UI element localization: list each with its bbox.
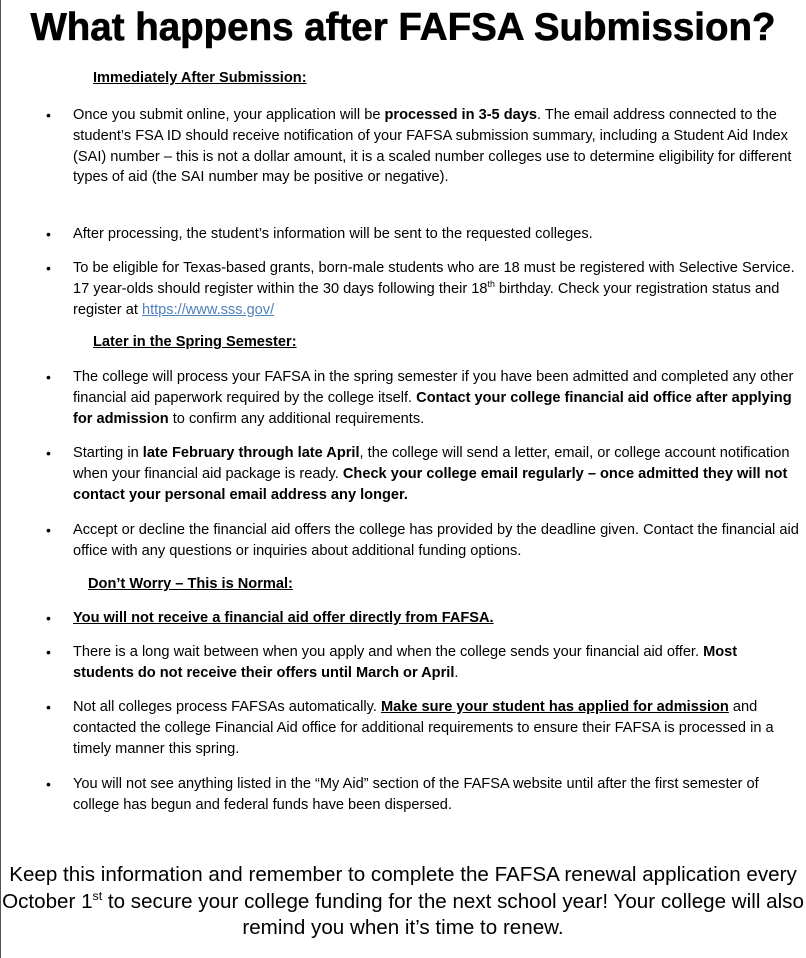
item-emphasis: You will not receive a financial aid offer directly from FAFSA. <box>73 610 494 626</box>
footer-text: to secure your college funding for the next school year! Your college will also remind you when it’s time to renew. <box>102 889 804 939</box>
list-item <box>46 258 799 320</box>
item-text: Accept or decline the financial aid offers the college has provided by the deadline given. Contact the financial aid office with any questions or inquiries about additional funding options. <box>73 522 799 559</box>
bullet-icon: • <box>46 260 51 276</box>
bullet-icon: • <box>46 107 51 123</box>
list-item <box>46 105 799 188</box>
item-emphasis: Check your college email regularly – once admitted they will not contact your personal email address any longer. <box>73 465 788 503</box>
list-item <box>46 642 799 684</box>
bullet-icon: • <box>46 699 51 715</box>
item-text: , the college will send a letter, email, or college account notification when your financial aid package is ready. <box>73 445 790 482</box>
superscript: th <box>487 278 495 289</box>
item-emphasis: late February through late April <box>142 445 360 461</box>
item-text: You will not see anything listed in the “My Aid” section of the FAFSA website until after the first semester of college has begun and federal funds have been dispersed. <box>73 776 759 813</box>
bullet-icon: • <box>46 776 51 792</box>
page-title: What happens after FAFSA Submission? <box>30 6 776 49</box>
footer-text: Keep this information and remember to complete the FAFSA renewal application every October 1 <box>2 863 797 913</box>
bullet-icon: • <box>46 226 51 242</box>
list-item <box>46 443 799 505</box>
list-item <box>46 608 799 629</box>
section-heading-spring: Later in the Spring Semester: <box>93 334 297 350</box>
section-heading-immediately: Immediately After Submission: <box>93 70 307 86</box>
list-item <box>46 520 799 562</box>
superscript: st <box>92 888 103 903</box>
sss-gov-link[interactable]: https://www.sss.gov/ <box>141 301 275 318</box>
page-left-border <box>0 0 1 958</box>
bullet-icon: • <box>46 610 51 626</box>
item-emphasis: Most students do not receive their offers until March or April <box>73 644 738 681</box>
bullet-icon: • <box>46 644 51 660</box>
item-text: To be eligible for Texas-based grants, born-male students who are 18 must be registered with Selective Service. 17 year-olds should register within the 30 days following their 18 <box>73 260 795 297</box>
item-text: and contacted the college Financial Aid office for additional requirements to ensure their FAFSA is processed in a timely manner this spring. <box>73 699 774 757</box>
list-item <box>46 697 799 759</box>
item-emphasis: Make sure your student has applied for admission <box>380 699 729 715</box>
item-text: birthday. Check your registration status and register at <box>73 280 780 318</box>
item-text: After processing, the student’s information will be sent to the requested colleges. <box>73 226 593 242</box>
item-text: Starting in <box>73 445 143 461</box>
item-text: There is a long wait between when you apply and when the college sends your financial aid offer. <box>73 644 704 660</box>
item-text: The college will process your FAFSA in the spring semester if you have been admitted and completed any other financial aid paperwork required by the college itself. <box>73 369 794 406</box>
list-item <box>46 774 799 816</box>
bullet-icon: • <box>46 522 51 538</box>
section-heading-dont-worry: Don’t Worry – This is Normal: <box>88 576 293 592</box>
bullet-icon: • <box>46 369 51 385</box>
item-emphasis: Contact your college financial aid office after applying for admission <box>73 389 792 427</box>
item-emphasis: processed in 3-5 days <box>384 107 537 123</box>
item-text: Once you submit online, your application will be <box>73 107 385 123</box>
item-text: . <box>454 664 459 681</box>
bullet-icon: • <box>46 445 51 461</box>
item-text: to confirm any additional requirements. <box>168 410 425 427</box>
item-text: . The email address connected to the student’s FSA ID should receive notification of your FAFSA submission summary, including a Student Aid Index (SAI) number – this is not a dollar amount, it is a scaled number colleges use to determine eligibility for different types of aid (the SAI number may be positive or negative). <box>73 107 792 186</box>
item-text: Not all colleges process FAFSAs automatically. <box>73 699 381 715</box>
list-item <box>46 367 799 429</box>
footer-note <box>0 862 806 942</box>
list-item <box>46 224 799 245</box>
